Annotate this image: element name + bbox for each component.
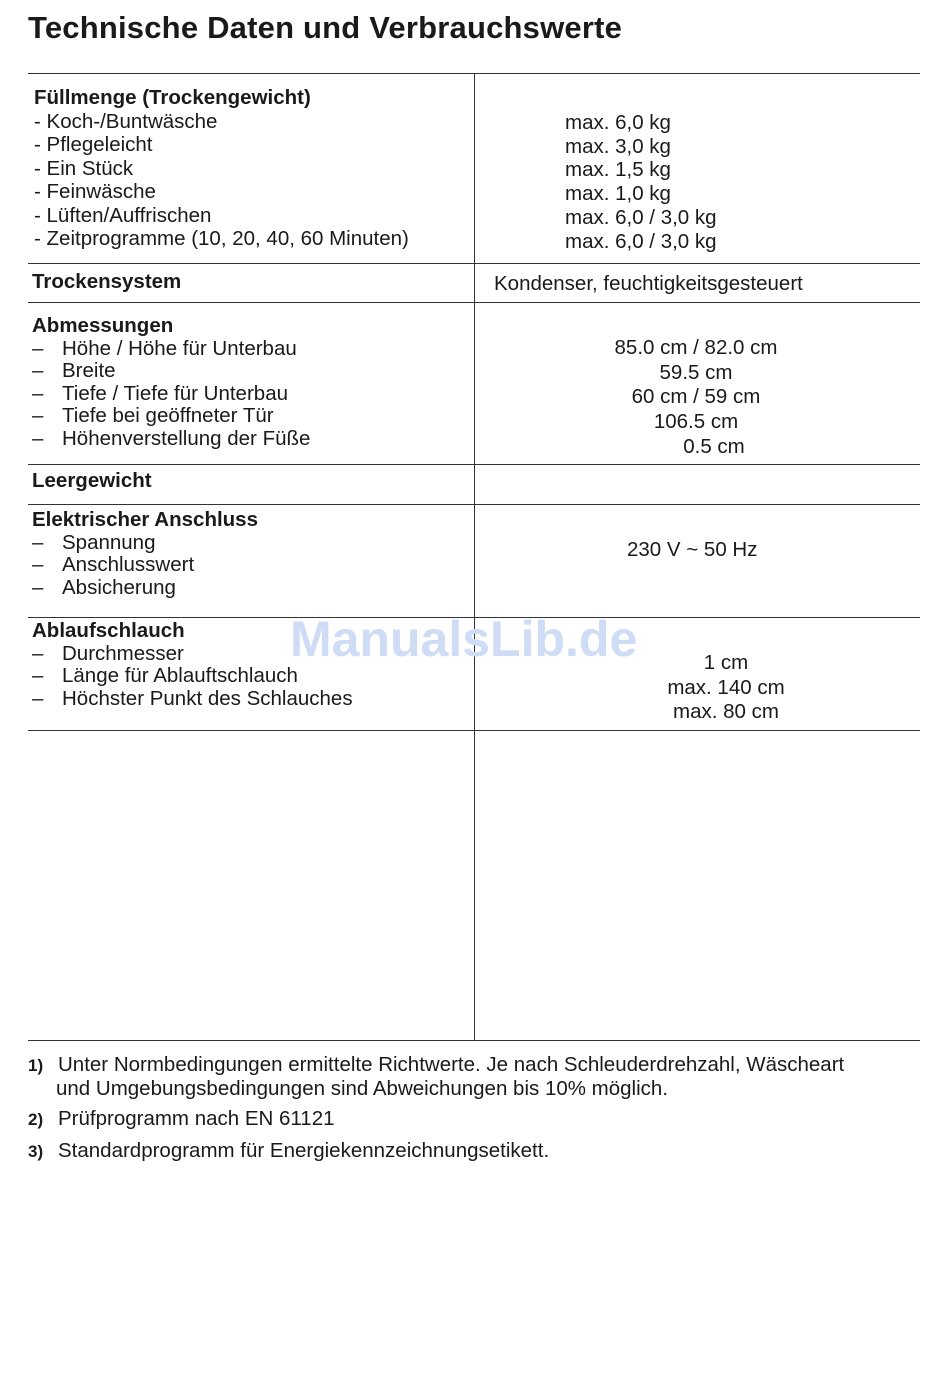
anschluss-heading: Elektrischer Anschluss — [32, 508, 258, 531]
fuellmenge-label: - Zeitprogramme (10, 20, 40, 60 Minuten) — [34, 227, 409, 250]
fuellmenge-label: - Feinwäsche — [34, 180, 156, 203]
ablaufschlauch-value: max. 80 cm — [673, 700, 779, 723]
abmessungen-value: 60 cm / 59 cm — [631, 385, 761, 408]
abmessungen-value: 0.5 cm — [683, 435, 745, 458]
fuellmenge-value: max. 6,0 kg — [565, 111, 671, 134]
footnote-text: Unter Normbedingungen ermittelte Richtwerte. Je nach Schleuderdrehzahl, Wäscheart — [58, 1053, 845, 1076]
ablaufschlauch-row — [32, 665, 353, 688]
page-title: Technische Daten und Verbrauchswerte — [28, 10, 623, 45]
footnote-number: 1) — [28, 1056, 44, 1075]
abmessungen-row — [32, 360, 310, 383]
leergewicht-heading: Leergewicht — [32, 469, 152, 492]
footnote-number: 2) — [28, 1110, 44, 1129]
footnote — [28, 1053, 920, 1100]
ablaufschlauch-value: 1 cm — [703, 651, 749, 674]
footnote — [28, 1107, 920, 1131]
ablaufschlauch-label: Höchster Punkt des Schlauches — [62, 686, 353, 710]
anschluss-section — [32, 509, 258, 599]
footnote-text: Prüfprogramm nach EN 61121 — [58, 1107, 335, 1130]
fuellmenge-value: max. 3,0 kg — [565, 135, 671, 158]
anschluss-value: 230 V ~ 50 Hz — [627, 538, 758, 561]
anschluss-row — [32, 554, 258, 577]
anschluss-label: Anschlusswert — [62, 553, 195, 576]
ablaufschlauch-label: Länge für Ablauftschlauch — [62, 664, 298, 687]
dash-marker: – — [32, 381, 44, 405]
abmessungen-value: 106.5 cm — [653, 410, 739, 433]
ablaufschlauch-label: Durchmesser — [62, 641, 184, 665]
fuellmenge-section — [34, 87, 409, 251]
ablaufschlauch-row — [32, 688, 353, 711]
fuellmenge-value: max. 6,0 / 3,0 kg — [565, 206, 717, 229]
anschluss-label: Absicherung — [62, 575, 176, 599]
abmessungen-label: Breite — [62, 359, 116, 382]
abmessungen-label: Höhe / Höhe für Unterbau — [62, 336, 297, 360]
abmessungen-label: Höhenverstellung der Füße — [62, 426, 311, 450]
anschluss-row — [32, 532, 258, 555]
dash-marker: – — [32, 426, 44, 450]
dash-marker: – — [32, 575, 44, 599]
trockensystem-value: Kondenser, feuchtigkeitsgesteuert — [494, 272, 803, 295]
dash-marker: – — [32, 359, 44, 382]
dash-marker: – — [32, 336, 44, 360]
dash-marker: – — [32, 686, 44, 710]
column-divider — [474, 73, 475, 1041]
abmessungen-row — [32, 405, 310, 428]
fuellmenge-label: - Lüften/Auffrischen — [34, 203, 212, 227]
dash-marker: – — [32, 404, 44, 427]
abmessungen-value: 85.0 cm / 82.0 cm — [614, 336, 778, 359]
dash-marker: – — [32, 664, 44, 687]
fuellmenge-value: max. 6,0 / 3,0 kg — [565, 230, 717, 253]
dash-marker: – — [32, 641, 44, 665]
abmessungen-section — [32, 315, 310, 450]
fuellmenge-value: max. 1,0 kg — [565, 182, 671, 205]
dash-marker: – — [32, 530, 44, 554]
fuellmenge-label: - Koch-/Buntwäsche — [34, 109, 218, 133]
fuellmenge-label: - Ein Stück — [34, 156, 134, 180]
footnote — [28, 1139, 920, 1163]
trockensystem-heading: Trockensystem — [32, 270, 182, 293]
abmessungen-row — [32, 428, 310, 451]
footnote-number: 3) — [28, 1142, 44, 1161]
ablaufschlauch-value: max. 140 cm — [667, 676, 785, 699]
abmessungen-label: Tiefe bei geöffneter Tür — [62, 404, 274, 427]
watermark: ManualsLib.de — [290, 611, 638, 667]
abmessungen-heading: Abmessungen — [32, 314, 174, 337]
fuellmenge-value: max. 1,5 kg — [565, 158, 671, 181]
fuellmenge-heading: Füllmenge (Trockengewicht) — [34, 86, 311, 109]
footnote-text: Standardprogramm für Energiekennzeichnungsetikett. — [58, 1139, 550, 1162]
anschluss-label: Spannung — [62, 530, 156, 554]
ablaufschlauch-heading: Ablaufschlauch — [32, 619, 185, 642]
abmessungen-value: 59.5 cm — [659, 361, 733, 384]
abmessungen-row — [32, 383, 310, 406]
fuellmenge-label: - Pflegeleicht — [34, 133, 153, 156]
anschluss-row — [32, 577, 258, 600]
abmessungen-label: Tiefe / Tiefe für Unterbau — [62, 381, 288, 405]
abmessungen-row — [32, 338, 310, 361]
dash-marker: – — [32, 553, 44, 576]
footnote-text-continued: und Umgebungsbedingungen sind Abweichungen bis 10% möglich. — [56, 1077, 669, 1100]
